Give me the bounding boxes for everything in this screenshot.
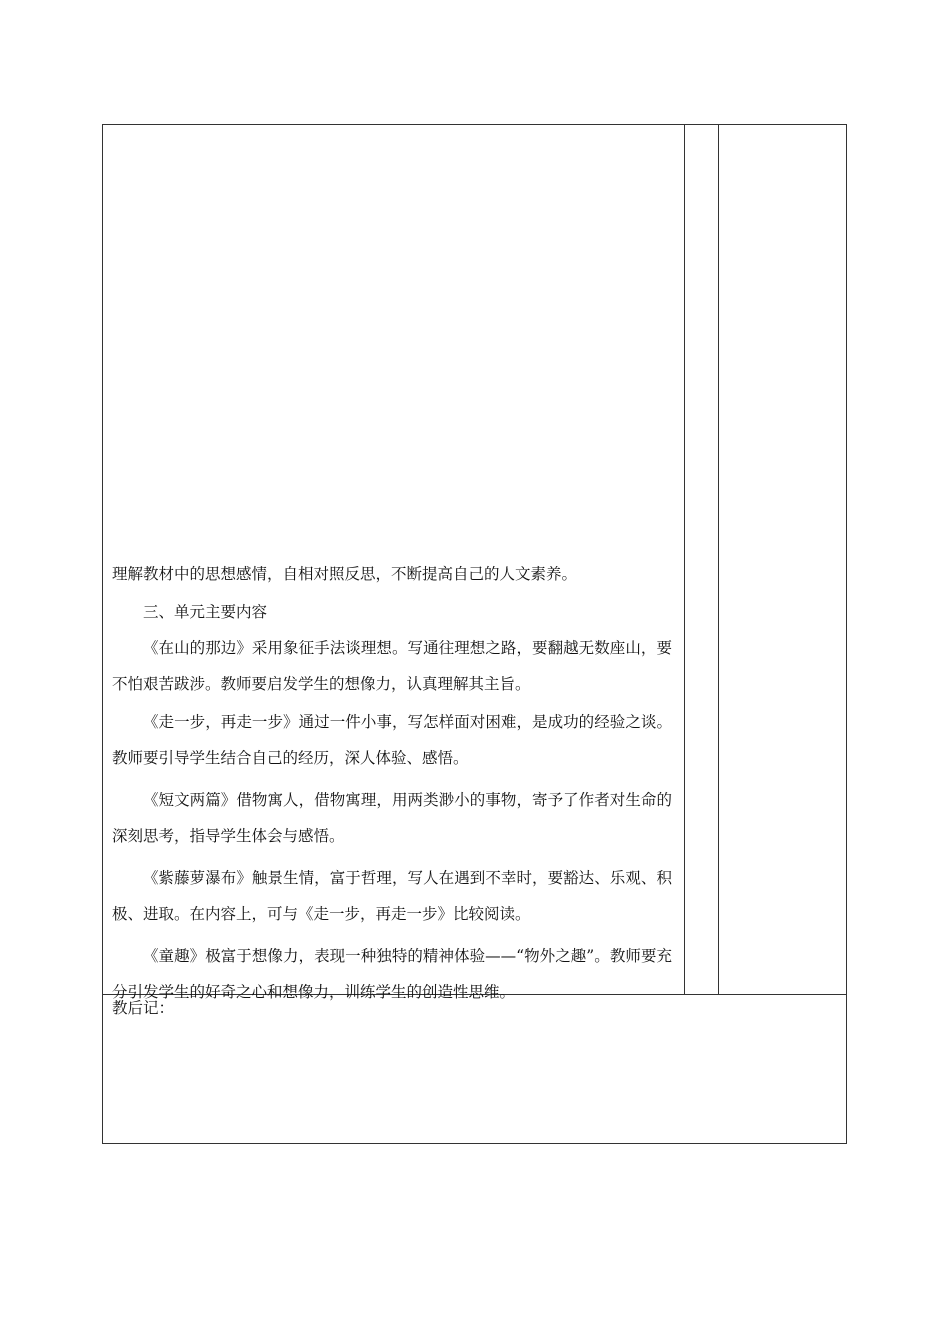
paragraph-tong-qu: 《童趣》极富于想像力，表现一种独特的精神体验——“物外之趣”。教师要充分引发学生的好奇之心和想像力，训练学生的创造性思维。 bbox=[112, 947, 672, 1001]
section-heading: 三、单元主要内容 bbox=[143, 603, 268, 621]
postscript-label: 教后记： bbox=[112, 999, 175, 1017]
column-divider-2 bbox=[718, 124, 719, 994]
paragraph-zi-teng-luo-pu-bu: 《紫藤萝瀑布》触景生情，富于哲理，写人在遇到不幸时，要豁达、乐观、积极、进取。在内容上，可与《走一步，再走一步》比较阅读。 bbox=[112, 869, 672, 923]
paragraph-duan-wen-liang-pian: 《短文两篇》借物寓人，借物寓理，用两类渺小的事物，寄予了作者对生命的深刻思考，指导学生体会与感悟。 bbox=[112, 791, 672, 845]
paragraph-zai-shan-de-na-bian: 《在山的那边》采用象征手法谈理想。写通往理想之路，要翻越无数座山，要不怕艰苦跋涉。教师要启发学生的想像力，认真理解其主旨。 bbox=[112, 639, 672, 693]
paragraph-intro: 理解教材中的思想感情，自相对照反思，不断提高自己的人文素养。 bbox=[112, 565, 578, 583]
paragraph-zou-yi-bu: 《走一步，再走一步》通过一件小事，写怎样面对困难，是成功的经验之谈。教师要引导学生结合自己的经历，深人体验、感悟。 bbox=[112, 713, 672, 767]
column-divider-1 bbox=[684, 124, 685, 994]
